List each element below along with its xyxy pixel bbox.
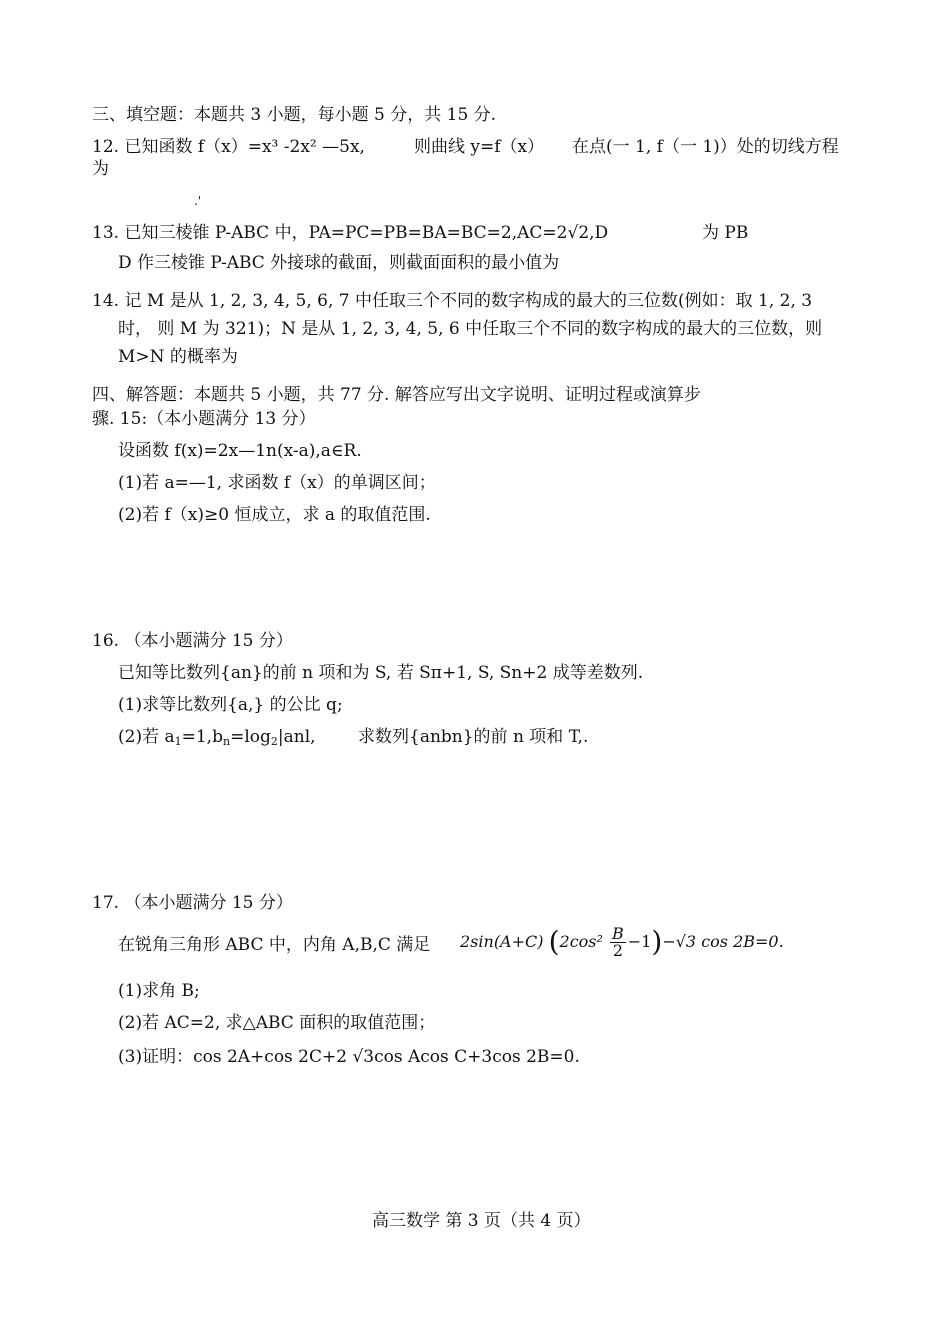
q15-line3: (2)若 f（x)≥0 恒成立，求 a 的取值范围. [118, 505, 431, 525]
q16-line2: (1)求等比数列{a,} 的公比 q; [118, 695, 343, 715]
q15-line1: 设函数 f(x)=2x—1n(x-a),a∈R. [118, 441, 362, 461]
eq-fraction [610, 926, 626, 959]
eq-part-d: −√3 cos 2B=0. [662, 932, 784, 951]
q16-line1: 已知等比数列{an}的前 n 项和为 S, 若 Sπ+1, S, Sn+2 成等差数列. [118, 663, 644, 683]
q16-line3 [118, 726, 316, 753]
q12-line1-c: 在点(一 1, f（一 1)）处的切线方程 [572, 137, 839, 157]
page-footer: 高三数学 第 3 页（共 4 页） [372, 1211, 591, 1231]
q17-line1: 在锐角三角形 ABC 中，内角 A,B,C 满足 [118, 935, 431, 955]
q16-l3-sub2: n [222, 735, 231, 748]
q16-l3-a: (2)若 a [118, 727, 175, 747]
q12-line1-b: 则曲线 y=f（x） [414, 137, 545, 157]
section-fill-heading: 三、填空题：本题共 3 小题，每小题 5 分，共 15 分. [92, 105, 497, 125]
q17-line3: (2)若 AC=2, 求△ABC 面积的取值范围； [118, 1013, 436, 1033]
q14-line3: M>N 的概率为 [118, 347, 238, 367]
q17-line4: (3)证明：cos 2A+cos 2C+2 √3cos Acos C+3cos 2B=0. [118, 1047, 580, 1067]
answer-heading-line1: 四、解答题：本题共 5 小题，共 77 分. 解答应写出文字说明、证明过程或演算步 [92, 385, 701, 405]
q12-answer-mark: .' [194, 194, 202, 208]
eq-left-paren: ( [548, 925, 560, 958]
eq-part-c: −1 [627, 932, 652, 951]
q16-line3-e: 求数列{anbn}的前 n 项和 T,. [358, 727, 589, 747]
q16-heading: 16. （本小题满分 15 分） [92, 631, 293, 651]
eq-fraction-den: 2 [612, 941, 623, 960]
q17-heading: 17. （本小题满分 15 分） [92, 893, 293, 913]
eq-right-paren: ) [651, 925, 663, 958]
eq-fraction-num: B [612, 924, 624, 943]
q15-line2: (1)若 a=—1, 求函数 f（x）的单调区间； [118, 473, 436, 493]
q13-line2: D 作三棱锥 P-ABC 外接球的截面，则截面面积的最小值为 [118, 253, 560, 273]
q13-line1-b: 为 PB [702, 223, 749, 243]
q17-line2: (1)求角 B; [118, 981, 200, 1001]
q16-l3-d: |anl, [277, 727, 316, 747]
eq-part-b: 2cos² [559, 932, 603, 951]
q16-l3-sub1: 1 [174, 735, 182, 748]
q16-l3-c: =log [230, 727, 271, 747]
q17-equation [460, 926, 784, 959]
q12-line2: 为 [92, 159, 109, 179]
q16-l3-sub3: 2 [270, 735, 278, 748]
answer-heading-line2: 骤. 15:（本小题满分 13 分） [92, 409, 316, 429]
q16-l3-b: =1,b [181, 727, 223, 747]
q12-line1-a: 12. 已知函数 f（x）=x³ -2x² —5x, [92, 137, 365, 157]
eq-part-a: 2sin(A+C) [460, 932, 544, 951]
q14-line2: 时， 则 M 为 321)；N 是从 1, 2, 3, 4, 5, 6 中任取三个不同的数字构成的最大的三位数，则 [118, 319, 823, 339]
q13-line1-a: 13. 已知三棱锥 P-ABC 中，PA=PC=PB=BA=BC=2,AC=2√2,D [92, 223, 609, 243]
q14-line1: 14. 记 M 是从 1, 2, 3, 4, 5, 6, 7 中任取三个不同的数字构成的最大的三位数(例如：取 1, 2, 3 [92, 291, 813, 311]
